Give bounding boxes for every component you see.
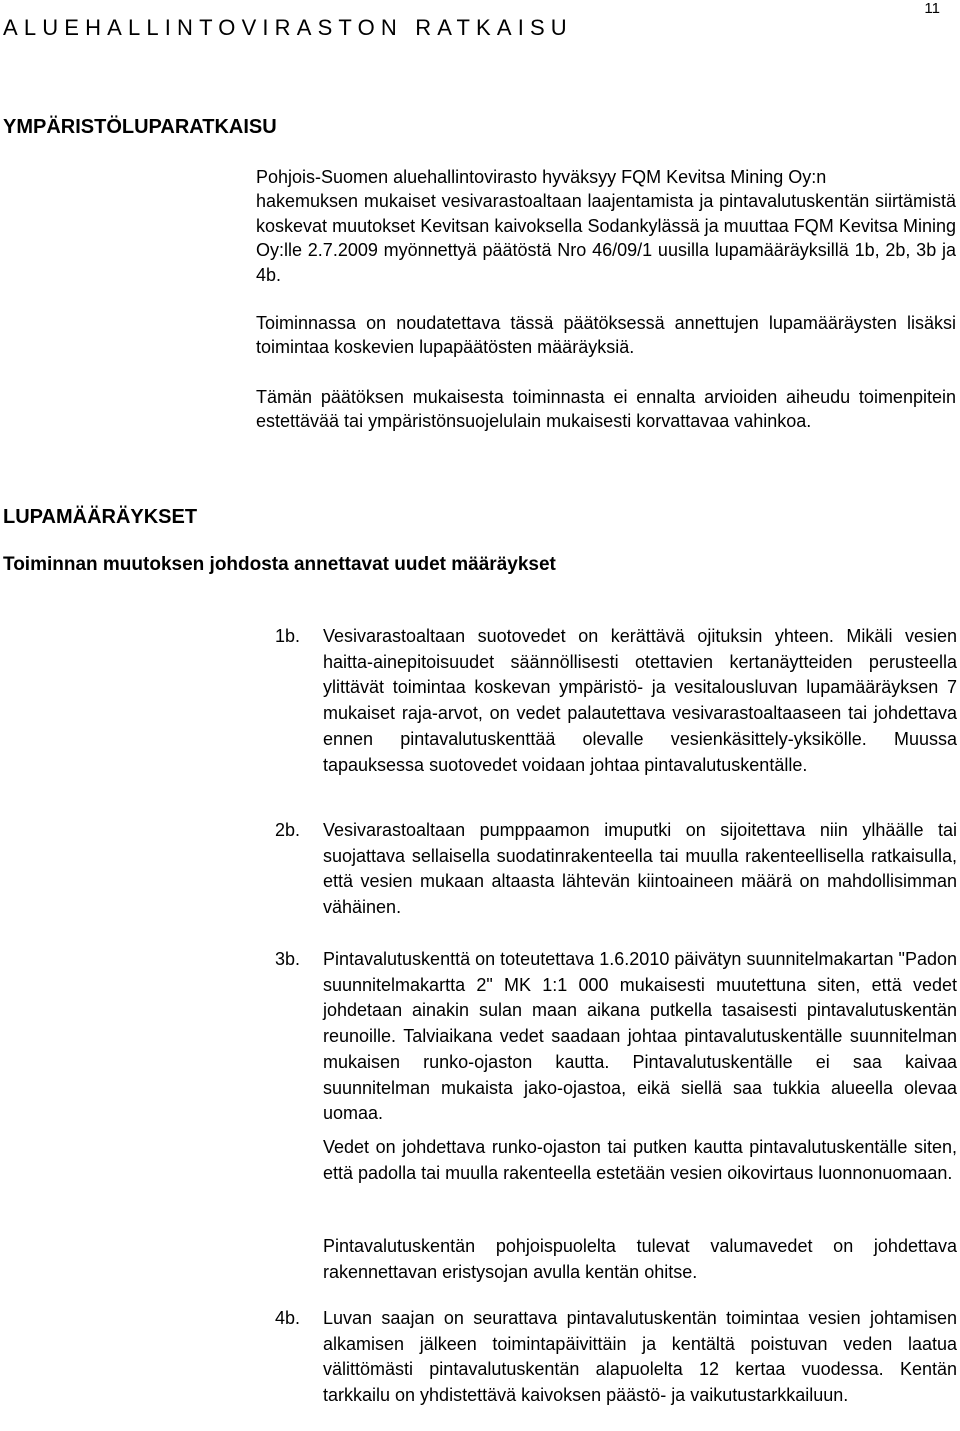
condition-text: Pintavalutuskentän pohjoispuolelta tulevat valumavedet on johdettava rakennettavan eristysojan avulla kentän ohitse. [323,1236,957,1282]
header-title: ALUEHALLINTOVIRASTON RATKAISU [3,15,573,40]
condition-text: Luvan saajan on seurattava pintavalutuskentän toimintaa vesien johtamisen alkamisen jälkeen toimintapäivittäin ja kentältä poistuvan veden laatua välittömästi pintavalutuskentän alapuolelta 12 kertaa vuodessa. Kentän tarkkailu on yhdistettävä kaivoksen päästö- ja vaikutustarkkailuun. [323,1308,957,1406]
condition-number: 2b. [275,820,301,840]
section-heading-permit-conditions: LUPAMÄÄRÄYKSET [3,506,198,528]
sub-heading: Toiminnan muutoksen johdosta annettavat uudet määräykset [3,554,556,575]
condition-number: 4b. [275,1308,301,1328]
page-number: 11 [924,0,940,17]
condition-text: Vesivarastoaltaan pumppaamon imuputki on sijoitettava niin ylhäälle tai suojattava sellaisella suodatinrakenteella tai muulla rakenteellisella ratkaisulla, että vesien mukaan altaasta lähtevän kiintoaineen määrä on mahdollisimman vähäinen. [323,820,957,918]
condition-text: Vedet on johdettava runko-ojaston tai putken kautta pintavalutuskentälle siten, että padolla tai muulla rakenteella estetään vesien oikovirtaus luonnonuomaan. [323,1137,957,1183]
condition-text: Vesivarastoaltaan suotovedet on kerättävä ojituksin yhteen. Mikäli vesien haitta-ainepitoisuudet säännöllisesti otettavien kertanäytteiden perusteella ylittävät toimintaa koskevan ympäristö- ja vesitalousluvan lupamääräyksen 7 mukaiset raja-arvot, on vedet palautettava vesivarastoaltaaseen tai johdettava ennen pintavalutuskenttää olevalle vesienkäsittely-yksikölle. Muussa tapauksessa suotovedet voidaan johtaa pintavalutuskentälle. [323,626,957,775]
paragraph: Pohjois-Suomen aluehallintovirasto hyväksyy FQM Kevitsa Mining Oy:n hakemuksen mukaiset vesivarastoaltaan laajentamista ja pintavalutuskentän siirtämistä koskevat muutokset Kevitsan kaivoksella Sodankylässä ja muuttaa FQM Kevitsa Mining Oy:lle 2.7.2009 myönnettyä päätöstä Nro 46/09/1 uusilla lupamääräyksillä 1b, 2b, 3b ja 4b. [256,167,956,285]
paragraph: Tämän päätöksen mukaisesta toiminnasta ei ennalta arvioiden aiheudu toimenpitein estettävää tai ympäristönsuojelulain mukaisesti korvattavaa vahinkoa. [256,387,956,432]
section-heading-decision: YMPÄRISTÖLUPARATKAISU [3,116,277,138]
condition-number: 1b. [275,626,301,646]
paragraph: Toiminnassa on noudatettava tässä päätöksessä annettujen lupamääräysten lisäksi toimintaa koskevien lupapäätösten määräyksiä. [256,313,956,358]
condition-text: Pintavalutuskenttä on toteutettava 1.6.2010 päivätyn suunnitelmakartan "Padon suunnitelmakartta 2" MK 1:1 000 mukaisesti muutettuna siten, että vedet johdetaan ainakin sulan maan aikana putkella tasaisesti pintavalutuskentän reunoille. Talviaikana vedet saadaan johtaa pintavalutuskentälle suunnitelman mukaisen runko-ojaston kautta. Pintavalutuskentälle ei saa kaivaa suunnitelman mukaista jako-ojastoa, eikä siellä saa tukkia alueella olevaa uomaa. [323,949,957,1124]
condition-number: 3b. [275,949,301,969]
